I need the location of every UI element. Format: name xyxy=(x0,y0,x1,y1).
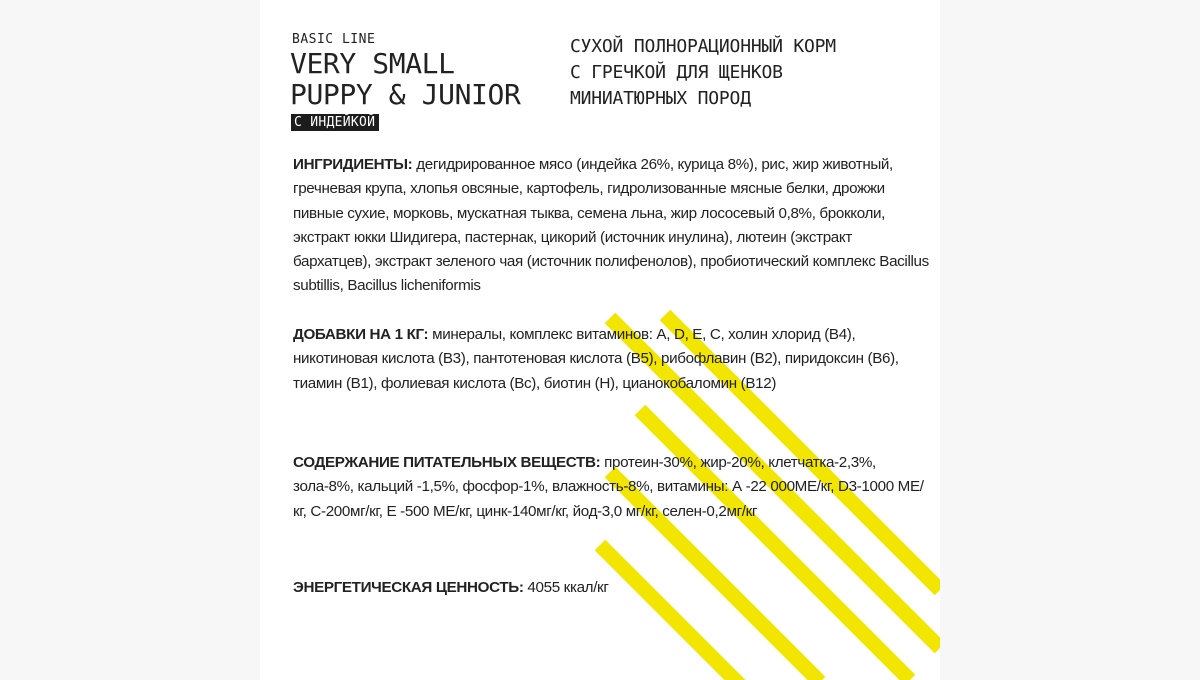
energy-text: 4055 ккал/кг xyxy=(523,579,609,596)
additives-text: минералы, комплекс витаминов: A, D, E, C, холин хлорид (B4), никотиновая кислота (B3), пантотеновая кислота (B5), рибофлавин (B2), пиридоксин (B6), тиамин (B1), фолиевая кислота (Bc), биотин (H), цианокобаломин (B12) xyxy=(293,326,899,392)
product-name-line1: VERY SMALL xyxy=(290,47,455,80)
product-name-line2: PUPPY & JUNIOR xyxy=(290,78,521,111)
ingredients-section xyxy=(293,153,933,299)
nutrients-label: СОДЕРЖАНИЕ ПИТАТЕЛЬНЫХ ВЕЩЕСТВ: xyxy=(293,454,601,471)
description-line2: С ГРЕЧКОЙ ДЛЯ ЩЕНКОВ xyxy=(570,62,783,83)
description-line3: МИНИАТЮРНЫХ ПОРОД xyxy=(570,88,751,109)
ingredients-label: ИНГРИДИЕНТЫ: xyxy=(293,156,413,173)
nutrients-text: протеин-30%, жир-20%, клетчатка-2,3%, зола-8%, кальций -1,5%, фосфор-1%, влажность-8%, витамины: А -22 000МЕ/кг, D3-1000 МЕ/кг, С-200мг/кг, Е -500 МЕ/кг, цинк-140мг/кг, йод-3,0 мг/кг, селен-0,2мг/кг xyxy=(293,454,924,520)
product-label-sheet xyxy=(260,0,940,680)
ingredients-text: дегидрированное мясо (индейка 26%, курица 8%), рис, жир животный, гречневая крупа, хлопья овсяные, картофель, гидролизованные мясные белки, дрожжи пивные сухие, морковь, мускатная тыква, семена льна, жир лососевый 0,8%, брокколи, экстракт юкки Шидигера, пастернак, цикорий (источник инулина), лютеин (экстракт бархатцев), экстракт зеленого чая (источник полифенолов), пробиотический комплекс Bacillus subtillis, Bacillus licheniformis xyxy=(293,156,929,295)
product-description xyxy=(570,34,836,112)
additives-section xyxy=(293,323,933,396)
description-line1: СУХОЙ ПОЛНОРАЦИОННЫЙ КОРМ xyxy=(570,36,836,57)
additives-label: ДОБАВКИ НА 1 КГ: xyxy=(293,326,429,343)
energy-section xyxy=(293,576,933,600)
flavor-badge: С ИНДЕЙКОЙ xyxy=(291,114,379,131)
nutrients-section xyxy=(293,451,933,524)
energy-label: ЭНЕРГЕТИЧЕСКАЯ ЦЕННОСТЬ: xyxy=(293,579,524,596)
product-name xyxy=(290,48,520,110)
stripe xyxy=(600,545,740,680)
product-line-name: BASIC LINE xyxy=(292,32,376,47)
